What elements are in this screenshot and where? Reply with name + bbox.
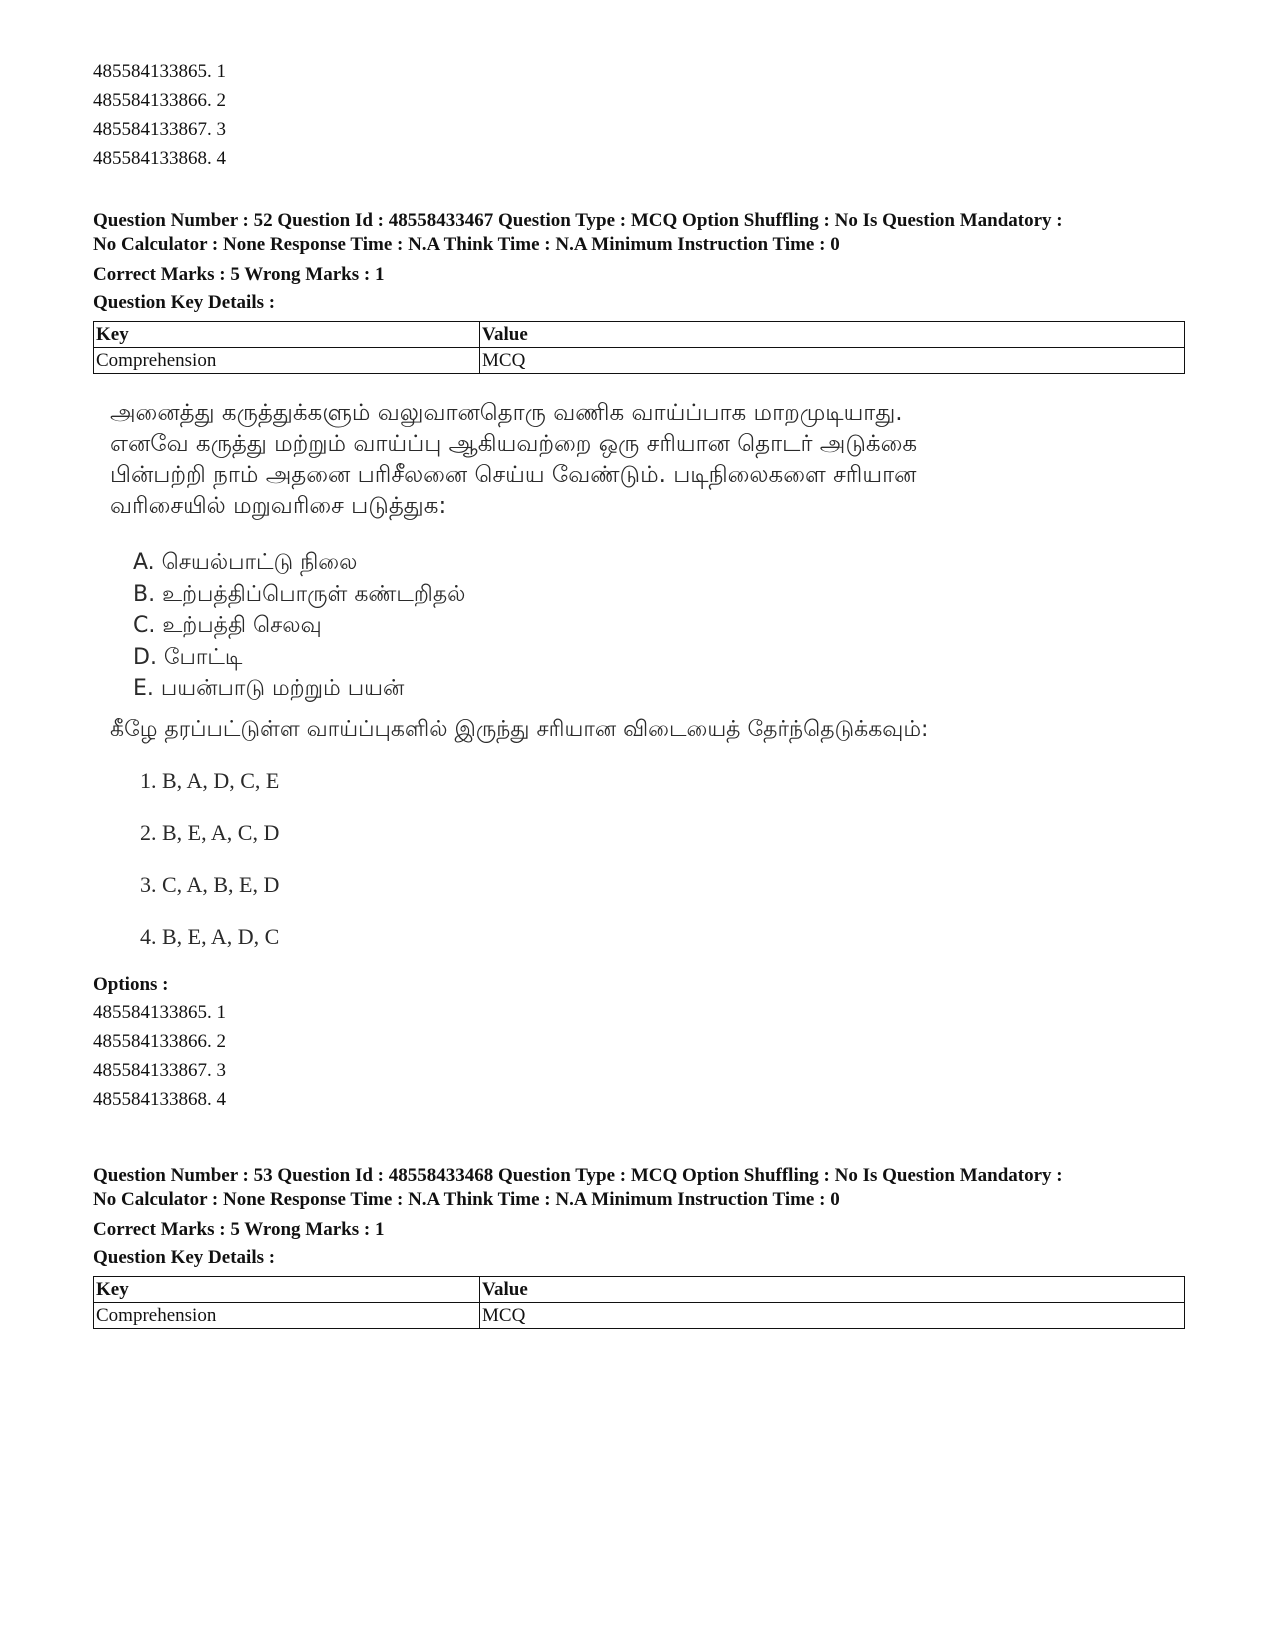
- q52-key-details-label: Question Key Details :: [93, 292, 276, 313]
- q52-meta-line1: Question Number : 52 Question Id : 48558433467 Question Type : MCQ Option Shuffling : No Is Question Mandatory :: [93, 210, 1063, 231]
- q52-meta: [93, 209, 1063, 257]
- q52-options-list: [93, 998, 226, 1114]
- option-line: 485584133868. 4: [93, 1089, 226, 1110]
- q53-meta: [93, 1164, 1063, 1212]
- list-item: A. செயல்பாட்டு நிலை: [133, 550, 358, 575]
- passage-line: பின்பற்றி நாம் அதனை பரிசீலனை செய்ய வேண்டும். படிநிலைகளை சரியான: [110, 462, 917, 488]
- table-cell-value: MCQ: [480, 348, 1185, 374]
- option-line: 485584133865. 1: [93, 1002, 226, 1023]
- table-header-key: Key: [94, 322, 480, 348]
- option-line: 485584133865. 1: [93, 61, 226, 82]
- answer-choice: 2. B, E, A, C, D: [140, 820, 280, 845]
- q53-marks: Correct Marks : 5 Wrong Marks : 1: [93, 1219, 385, 1240]
- option-line: 485584133867. 3: [93, 1060, 226, 1081]
- table-header-value: Value: [480, 1277, 1185, 1303]
- q52-passage: [110, 398, 917, 522]
- q53-key-details-label: Question Key Details :: [93, 1247, 276, 1268]
- option-line: 485584133866. 2: [93, 90, 226, 111]
- table-cell-key: Comprehension: [94, 348, 480, 374]
- q53-key-table: [93, 1276, 1185, 1329]
- option-line: 485584133866. 2: [93, 1031, 226, 1052]
- q52-instruction: கீழே தரப்பட்டுள்ள வாய்ப்புகளில் இருந்து சரியான விடையைத் தேர்ந்தெடுக்கவும்:: [110, 717, 929, 742]
- previous-options-list: [93, 57, 226, 173]
- answer-choice: 1. B, A, D, C, E: [140, 768, 280, 793]
- answer-choice: 3. C, A, B, E, D: [140, 872, 280, 897]
- table-cell-key: Comprehension: [94, 1303, 480, 1329]
- q52-marks: Correct Marks : 5 Wrong Marks : 1: [93, 264, 385, 285]
- list-item: C. உற்பத்தி செலவு: [133, 613, 322, 638]
- q52-key-table: [93, 321, 1185, 374]
- table-header-row: [94, 1277, 1185, 1303]
- list-item: B. உற்பத்திப்பொருள் கண்டறிதல்: [133, 581, 466, 607]
- passage-line: அனைத்து கருத்துக்களும் வலுவானதொரு வணிக வாய்ப்பாக மாறமுடியாது.: [110, 400, 903, 426]
- list-item: D. போட்டி: [133, 644, 243, 670]
- option-line: 485584133867. 3: [93, 119, 226, 140]
- q52-meta-line2: No Calculator : None Response Time : N.A Think Time : N.A Minimum Instruction Time : 0: [93, 234, 840, 255]
- q53-meta-line1: Question Number : 53 Question Id : 48558433468 Question Type : MCQ Option Shuffling : No Is Question Mandatory :: [93, 1165, 1063, 1186]
- q52-options-label: Options :: [93, 974, 169, 995]
- table-row: [94, 1303, 1185, 1329]
- q53-meta-line2: No Calculator : None Response Time : N.A Think Time : N.A Minimum Instruction Time : 0: [93, 1189, 840, 1210]
- passage-line: வரிசையில் மறுவரிசை படுத்துக:: [110, 493, 447, 519]
- table-header-key: Key: [94, 1277, 480, 1303]
- table-header-row: [94, 322, 1185, 348]
- table-cell-value: MCQ: [480, 1303, 1185, 1329]
- q52-items: [133, 547, 465, 705]
- list-item: E. பயன்பாடு மற்றும் பயன்: [133, 676, 405, 701]
- table-header-value: Value: [480, 322, 1185, 348]
- option-line: 485584133868. 4: [93, 148, 226, 169]
- table-row: [94, 348, 1185, 374]
- answer-choice: 4. B, E, A, D, C: [140, 924, 280, 949]
- passage-line: எனவே கருத்து மற்றும் வாய்ப்பு ஆகியவற்றை ஒரு சரியான தொடர் அடுக்கை: [110, 431, 918, 457]
